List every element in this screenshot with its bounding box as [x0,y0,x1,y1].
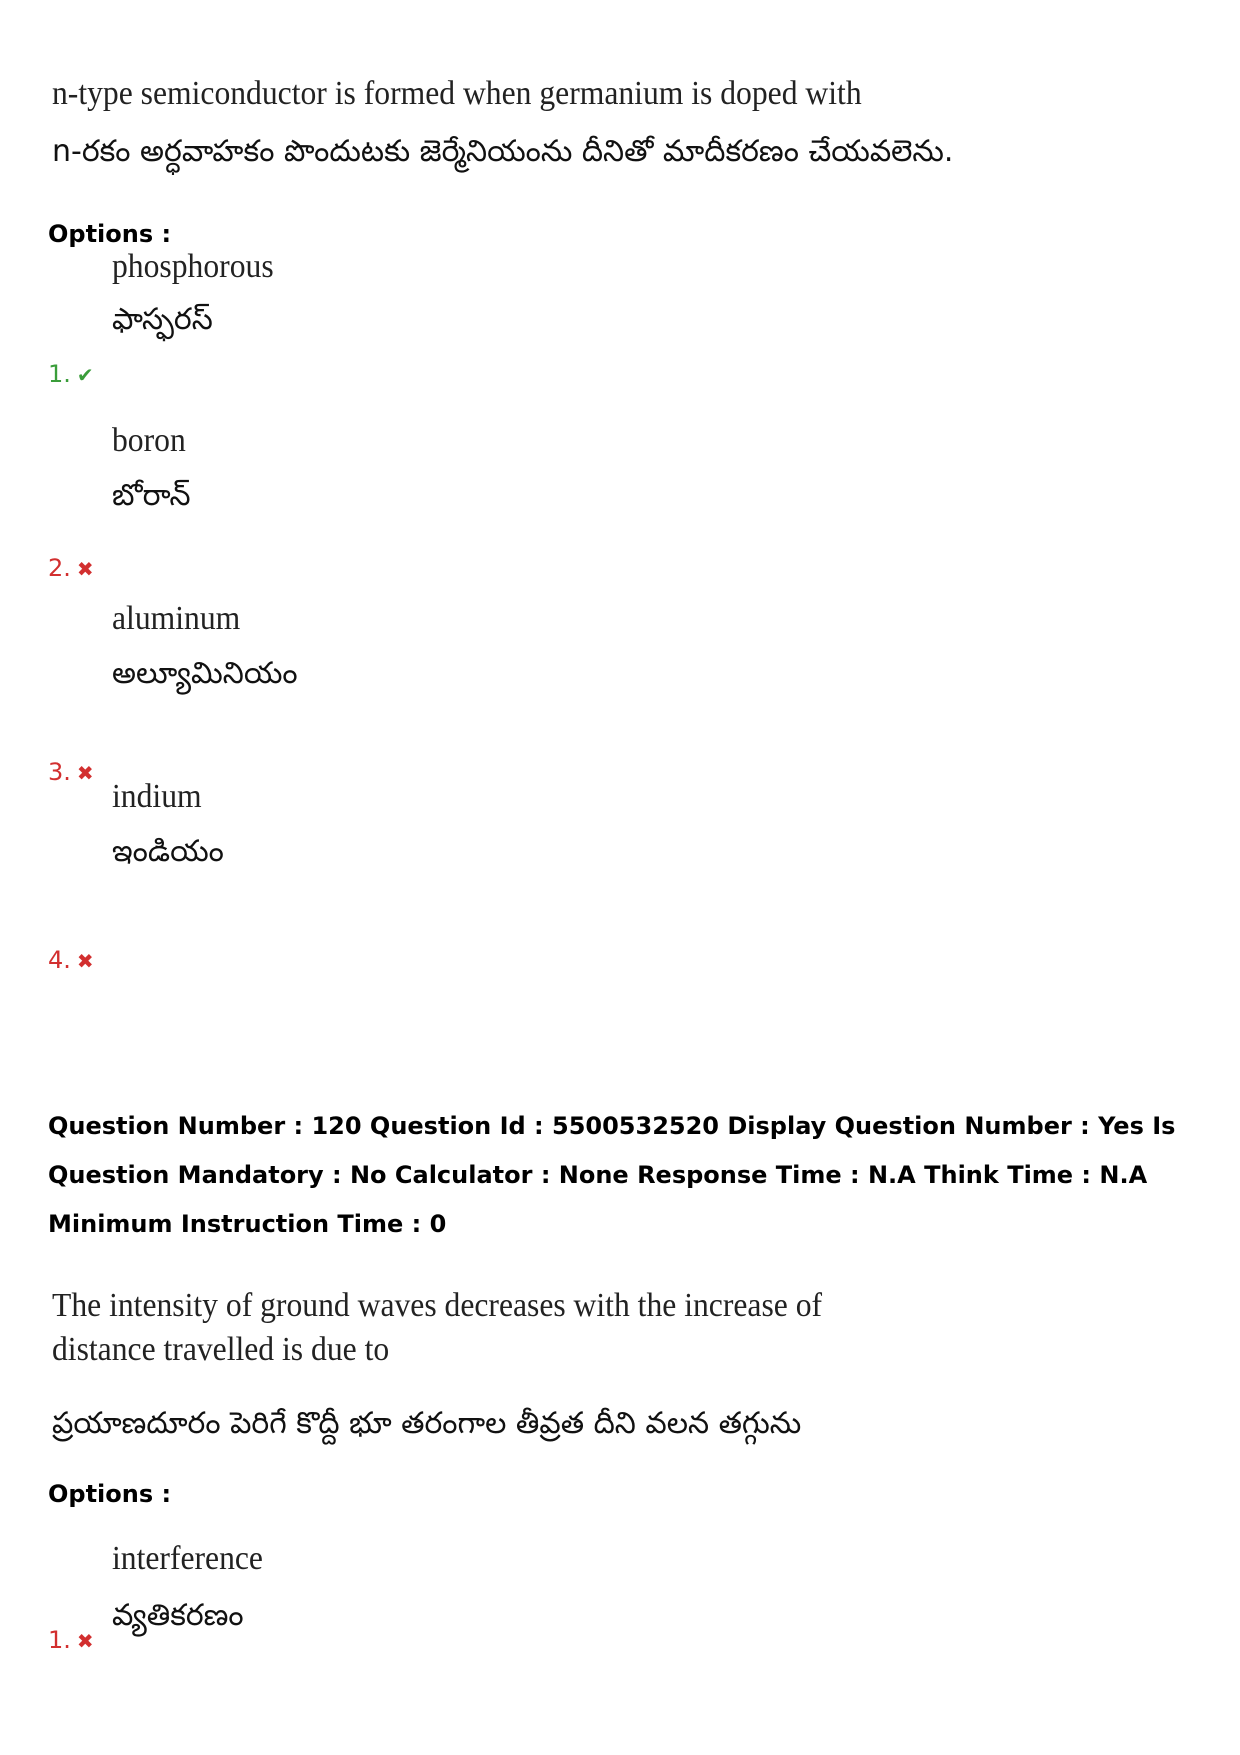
question-text-en: n-type semiconductor is formed when germanium is doped with [52,75,862,112]
option-1-text-en: phosphorous [112,248,274,285]
option-2-text-en: boron [112,422,186,459]
check-icon: ✔ [76,363,94,387]
cross-icon: ✖ [76,949,94,973]
option-1-text-te: వ్యతికరణం [112,1598,244,1633]
option-number: 2. [48,554,71,582]
option-1-number [48,360,94,389]
option-3-text-en: aluminum [112,600,241,637]
option-3-text-te: అల్యూమినియం [112,656,298,691]
option-number: 3. [48,758,71,786]
question-text-te: ప్రయాణదూరం పెరిగే కొద్దీ భూ తరంగాల తీవ్రత దీని వలన తగ్గును [52,1406,802,1441]
option-2-number [48,554,94,583]
option-4-text-te: ఇండియం [112,834,224,869]
option-1-number [48,1626,94,1655]
cross-icon: ✖ [76,761,94,785]
question-text-te: n-రకం అర్ధవాహకం పొందుటకు జెర్మేనియంను దీనితో మాదీకరణం చేయవలెను. [52,134,954,169]
option-1-text-te: ఫాస్ఫరస్ [112,302,213,337]
cross-icon: ✖ [76,557,94,581]
option-4-number [48,946,94,975]
option-number: 1. [48,1626,71,1654]
option-1-text-en: interference [112,1540,263,1577]
option-number: 4. [48,946,71,974]
question-meta: Question Number : 120 Question Id : 5500532520 Display Question Number : Yes Is Question Mandatory : No Calculator : None Response Time : N.A Think Time : N.A Minimum Instruction Time : 0 [48,1112,1176,1238]
options-label: Options : [48,1480,172,1508]
cross-icon: ✖ [76,1629,94,1653]
option-3-number [48,758,94,787]
question-text-en: The intensity of ground waves decreases with the increase of distance travelled is due to [52,1287,823,1368]
option-number: 1. [48,360,71,388]
options-label: Options : [48,220,172,248]
option-2-text-te: బోరాన్ [112,478,191,513]
option-4-text-en: indium [112,778,202,815]
